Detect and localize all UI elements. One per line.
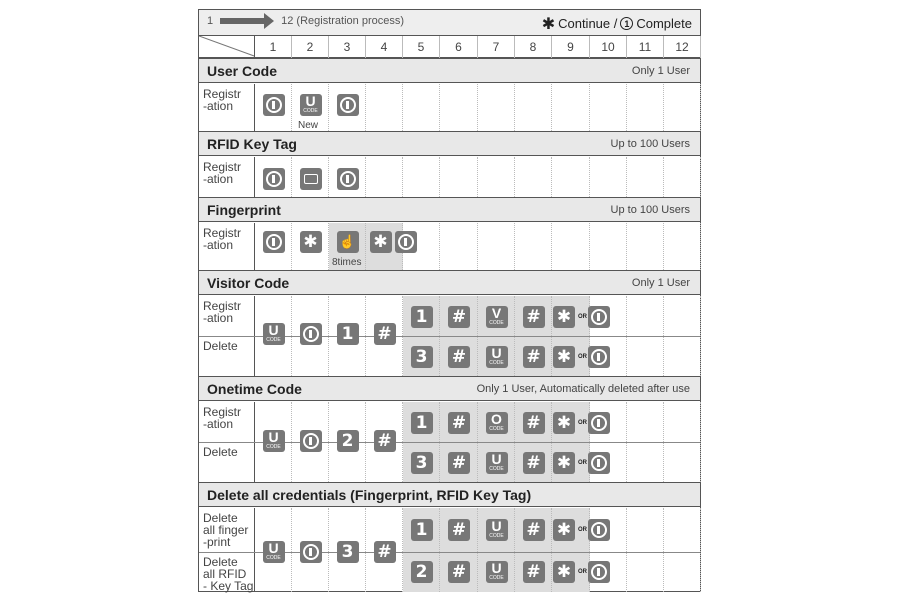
code-caption: CODE [489, 466, 504, 472]
step-number-12: 12 [664, 36, 701, 58]
complete-bar [597, 459, 600, 467]
star-icon: ✱ [553, 561, 575, 583]
section-note: Only 1 User, Automatically deleted after use [476, 383, 690, 395]
caption: 8times [332, 257, 362, 268]
code-letter: U [491, 451, 502, 467]
section-visitor [199, 270, 700, 295]
card-icon [300, 168, 322, 190]
section-user_code [199, 58, 700, 83]
step-number-11: 11 [627, 36, 664, 58]
complete-bar [272, 238, 275, 246]
u-code-icon [486, 519, 508, 541]
step-cell [478, 84, 515, 131]
u-code-icon [300, 94, 322, 116]
row-label-line: Delete [203, 339, 238, 353]
hash-icon: # [374, 323, 396, 345]
or-label: OR [578, 460, 587, 466]
step-cell [366, 157, 403, 197]
code-letter: U [491, 518, 502, 534]
digit3-icon: 3 [337, 541, 359, 563]
complete-icon [300, 430, 322, 452]
complete-icon [263, 168, 285, 190]
row-label-line: -ation [203, 311, 234, 325]
step-cell [627, 84, 664, 131]
section-title: User Code [207, 63, 278, 79]
section-note: Only 1 User [631, 277, 690, 289]
row-label-line: Delete [203, 511, 238, 525]
digit2-icon: 2 [411, 561, 433, 583]
star-icon: ✱ [553, 306, 575, 328]
complete-bar [309, 437, 312, 445]
card-shape [304, 174, 318, 184]
step-cell [515, 223, 552, 270]
digit3-icon: 3 [411, 452, 433, 474]
digit1-icon: 1 [411, 412, 433, 434]
complete-bar [346, 101, 349, 109]
digit1-icon: 1 [337, 323, 359, 345]
legend-continue: Continue / [558, 16, 618, 31]
procedure-table [198, 9, 701, 592]
step-cell [627, 157, 664, 197]
digit3-icon: 3 [411, 346, 433, 368]
row-label [199, 84, 255, 131]
section-delete_all [199, 482, 700, 507]
code-caption: CODE [303, 108, 318, 114]
step-cell [590, 223, 627, 270]
complete-bar [309, 548, 312, 556]
row-label [199, 336, 255, 376]
row-label [199, 552, 255, 592]
code-letter: U [268, 540, 279, 556]
hash-icon: # [523, 561, 545, 583]
complete-bar [597, 568, 600, 576]
step-cell [664, 508, 701, 592]
step-cell [515, 157, 552, 197]
star-icon: ✱ [553, 412, 575, 434]
row-label-line: Registr [203, 405, 242, 419]
hash-icon: # [448, 306, 470, 328]
step-number-8: 8 [515, 36, 552, 58]
hash-icon: # [448, 346, 470, 368]
step-number-4: 4 [366, 36, 403, 58]
star-icon: ✱ [300, 231, 322, 253]
corner-cell [199, 36, 255, 58]
code-caption: CODE [489, 320, 504, 326]
step-cell [664, 157, 701, 197]
row-label-line: -ation [203, 238, 234, 252]
code-caption: CODE [489, 360, 504, 366]
step-cell [552, 157, 590, 197]
section-onetime [199, 376, 700, 401]
complete-icon [588, 412, 610, 434]
step-cell [664, 223, 701, 270]
section-title: Onetime Code [207, 381, 302, 397]
digit1-icon: 1 [411, 306, 433, 328]
step-cell [478, 223, 515, 270]
or-label: OR [578, 354, 587, 360]
step-cell [440, 157, 478, 197]
row-label-line: all RFID [203, 567, 247, 581]
step-number-2: 2 [292, 36, 329, 58]
step-cell [664, 84, 701, 131]
section-title: RFID Key Tag [207, 136, 297, 152]
step-number-1: 1 [255, 36, 292, 58]
complete-bar [597, 526, 600, 534]
row-label-line: -ation [203, 417, 234, 431]
row-label-line: Delete [203, 555, 238, 569]
hash-icon: # [523, 519, 545, 541]
row-label-line: Registr [203, 87, 242, 101]
row-label-line: all finger [203, 523, 249, 537]
complete-bar [404, 238, 407, 246]
complete-bar [272, 175, 275, 183]
section-note: Up to 100 Users [610, 204, 690, 216]
complete-icon [300, 541, 322, 563]
step-number-7: 7 [478, 36, 515, 58]
complete-icon [300, 323, 322, 345]
star-icon: ✱ [553, 346, 575, 368]
or-label: OR [578, 569, 587, 575]
or-label: OR [578, 420, 587, 426]
row-label [199, 402, 255, 442]
step-cell [627, 223, 664, 270]
section-note: Up to 100 Users [610, 138, 690, 150]
code-caption: CODE [489, 426, 504, 432]
row-label-line: Delete [203, 445, 238, 459]
row-label [199, 296, 255, 336]
section-title: Delete all credentials (Fingerprint, RFID Key Tag) [207, 487, 532, 503]
code-caption: CODE [266, 555, 281, 561]
complete-bar [597, 313, 600, 321]
hash-icon: # [448, 412, 470, 434]
u-code-icon [263, 541, 285, 563]
step-cell [627, 508, 664, 592]
step-cell [590, 157, 627, 197]
u-code-icon [263, 430, 285, 452]
table-header [199, 10, 700, 36]
code-letter: U [491, 560, 502, 576]
step-cell [440, 223, 478, 270]
hash-icon: # [448, 452, 470, 474]
step-cell [403, 157, 440, 197]
step-cell [552, 84, 590, 131]
row-label-line: - Key Tag [203, 579, 254, 593]
section-title: Visitor Code [207, 275, 290, 291]
complete-bar [597, 419, 600, 427]
digit2-icon: 2 [337, 430, 359, 452]
step-cell [552, 223, 590, 270]
flow-start: 1 [207, 15, 214, 27]
section-rfid [199, 131, 700, 156]
flow-indicator [207, 15, 404, 27]
step-cell [403, 84, 440, 131]
row-label-line: Registr [203, 226, 242, 240]
section-title: Fingerprint [207, 202, 281, 218]
hash-icon: # [448, 561, 470, 583]
code-caption: CODE [266, 337, 281, 343]
complete-bar [309, 330, 312, 338]
code-caption: CODE [489, 575, 504, 581]
row-label [199, 442, 255, 482]
u-code-icon [263, 323, 285, 345]
complete-icon [395, 231, 417, 253]
code-letter: V [491, 305, 502, 321]
legend-complete: Complete [636, 16, 692, 31]
row-label-line: -ation [203, 99, 234, 113]
code-letter: U [268, 429, 279, 445]
digit1-icon: 1 [411, 519, 433, 541]
code-caption: CODE [489, 533, 504, 539]
complete-icon [588, 452, 610, 474]
o-code-icon [486, 412, 508, 434]
section-fingerprint [199, 197, 700, 222]
finger-icon: ☝ [337, 231, 359, 253]
code-letter: O [491, 411, 502, 427]
step-cell [366, 84, 403, 131]
legend [542, 14, 692, 33]
step-number-row [199, 36, 700, 58]
star-icon: ✱ [553, 519, 575, 541]
hash-icon: # [523, 306, 545, 328]
step-number-5: 5 [403, 36, 440, 58]
row-label [199, 223, 255, 270]
complete-icon [337, 168, 359, 190]
section-note: Only 1 User [631, 65, 690, 77]
step-cell [590, 84, 627, 131]
complete-icon [588, 306, 610, 328]
step-number-10: 10 [590, 36, 627, 58]
hash-icon: # [374, 541, 396, 563]
code-letter: U [268, 322, 279, 338]
step-cell [515, 84, 552, 131]
hash-icon: # [523, 346, 545, 368]
star-icon: ✱ [541, 14, 556, 33]
caption: New [298, 120, 319, 131]
code-letter: U [305, 93, 316, 109]
step-number-3: 3 [329, 36, 366, 58]
complete-icon: 1 [620, 17, 633, 30]
row-label-line: -ation [203, 172, 234, 186]
code-caption: CODE [266, 444, 281, 450]
or-label: OR [578, 527, 587, 533]
arrow-right-icon [220, 18, 266, 24]
hash-icon: # [448, 519, 470, 541]
complete-bar [597, 353, 600, 361]
u-code-icon [486, 346, 508, 368]
row-label [199, 508, 255, 552]
complete-bar [346, 175, 349, 183]
code-letter: U [491, 345, 502, 361]
flow-end: 12 (Registration process) [281, 15, 405, 27]
row-label-line: Registr [203, 160, 242, 174]
star-icon: ✱ [370, 231, 392, 253]
complete-icon [263, 94, 285, 116]
v-code-icon [486, 306, 508, 328]
complete-bar [272, 101, 275, 109]
row-label-line: Registr [203, 299, 242, 313]
u-code-icon [486, 561, 508, 583]
hash-icon: # [374, 430, 396, 452]
step-cell [440, 84, 478, 131]
step-cell [478, 157, 515, 197]
complete-icon [263, 231, 285, 253]
complete-icon [588, 561, 610, 583]
complete-icon [588, 346, 610, 368]
or-label: OR [578, 314, 587, 320]
hash-icon: # [523, 412, 545, 434]
step-number-9: 9 [552, 36, 590, 58]
star-icon: ✱ [553, 452, 575, 474]
complete-icon [588, 519, 610, 541]
complete-icon [337, 94, 359, 116]
u-code-icon [486, 452, 508, 474]
hash-icon: # [523, 452, 545, 474]
row-label-line: -print [203, 535, 231, 549]
row-label [199, 157, 255, 197]
step-number-6: 6 [440, 36, 478, 58]
